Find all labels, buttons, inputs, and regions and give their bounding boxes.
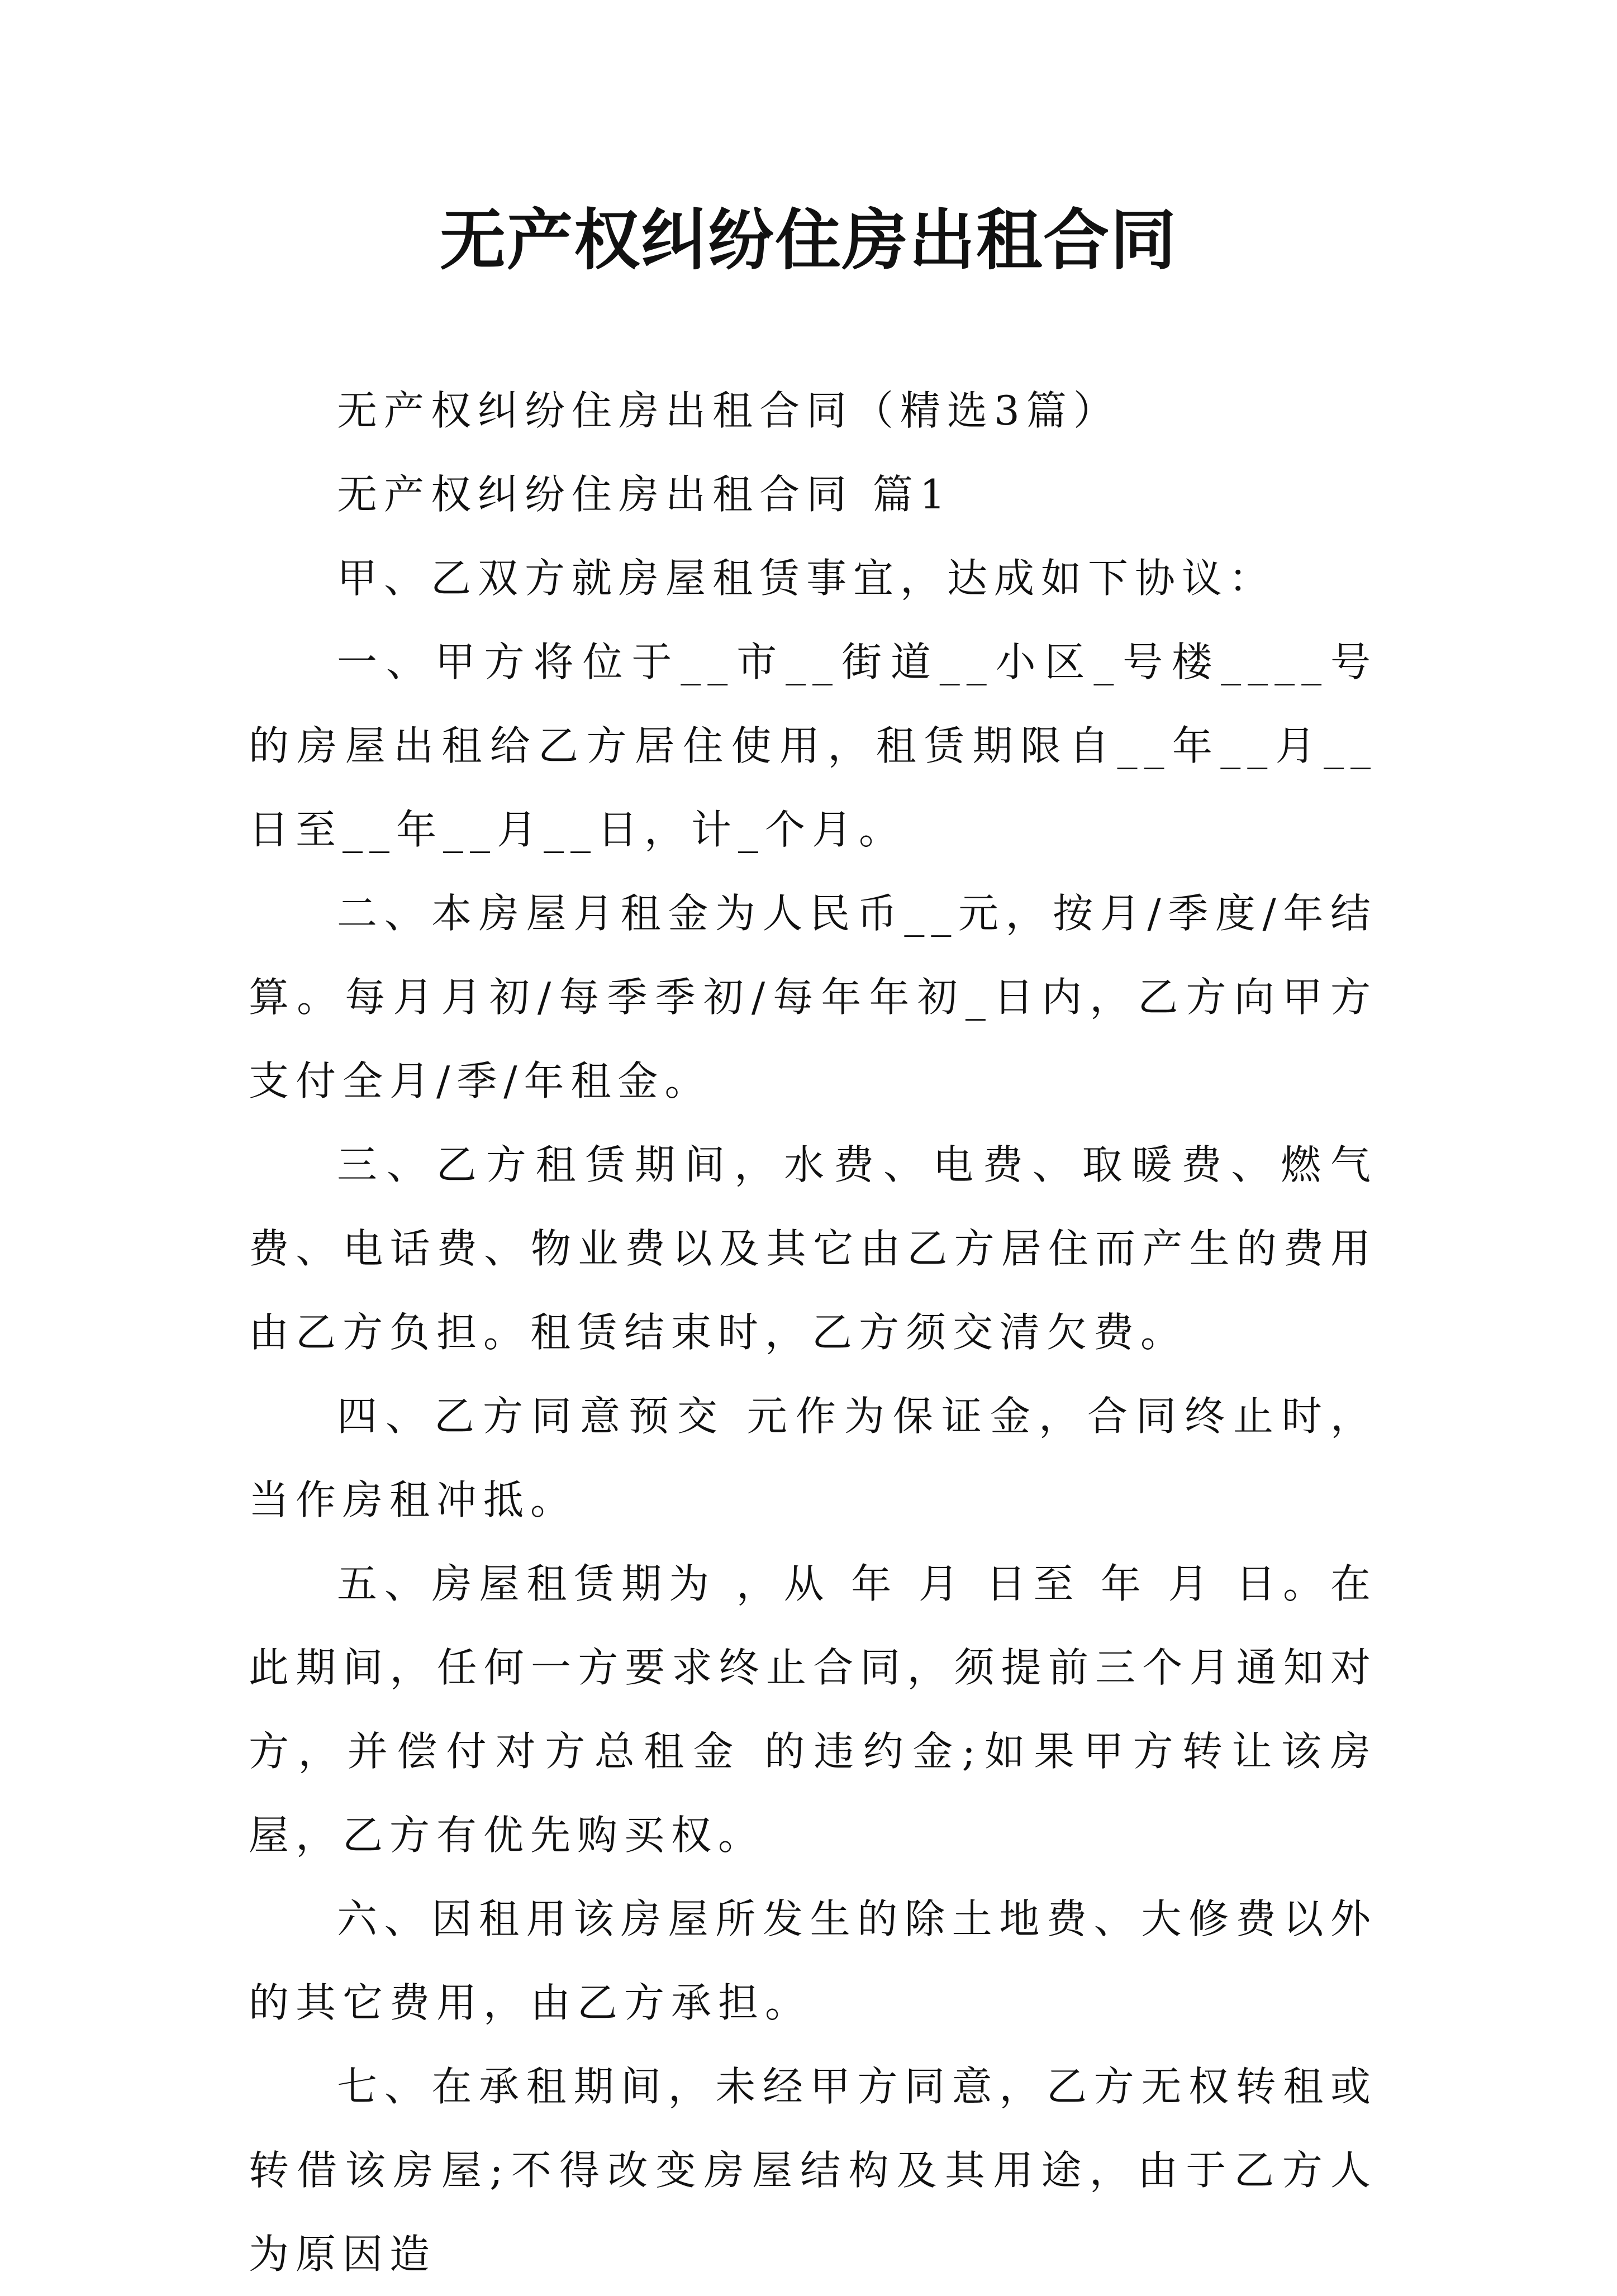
paragraph-clause-5: 五、房屋租赁期为 ，从 年 月 日至 年 月 日。在此期间，任何一方要求终止合同，须提前三个月通知对方，并偿付对方总租金 的违约金;如果甲方转让该房屋，乙方有优先购买权。 [249, 1560, 1377, 1859]
paragraph-clause-4: 四、乙方同意预交 元作为保证金，合同终止时，当作房租冲抵。 [249, 1393, 1377, 1523]
paragraph-clause-6: 六、因租用该房屋所发生的除土地费、大修费以外的其它费用，由乙方承担。 [249, 1895, 1377, 2026]
paragraph-clause-1: 一、甲方将位于__市__街道__小区_号楼____号的房屋出租给乙方居住使用，租赁期限自__年__月__日至__年__月__日，计_个月。 [249, 639, 1377, 853]
paragraph-subtitle: 无产权纠纷住房出租合同（精选3篇） [337, 387, 1120, 434]
paragraph-section-heading: 无产权纠纷住房出租合同 篇1 [337, 471, 952, 518]
paragraph-clause-2: 二、本房屋月租金为人民币__元，按月/季度/年结算。每月月初/每季季初/每年年初_日内，乙方向甲方支付全月/季/年租金。 [249, 890, 1377, 1104]
document-title: 无产权纠纷住房出租合同 [439, 201, 1177, 279]
paragraph-clause-3: 三、乙方租赁期间，水费、电费、取暖费、燃气费、电话费、物业费以及其它由乙方居住而产生的费用由乙方负担。租赁结束时，乙方须交清欠费。 [249, 1141, 1377, 1356]
paragraph-clause-7: 七、在承租期间，未经甲方同意，乙方无权转租或转借该房屋;不得改变房屋结构及其用途，由于乙方人为原因造 [249, 2063, 1377, 2278]
document-body [249, 369, 1377, 2296]
paragraph-preamble: 甲、乙双方就房屋租赁事宜，达成如下协议： [337, 555, 1276, 602]
